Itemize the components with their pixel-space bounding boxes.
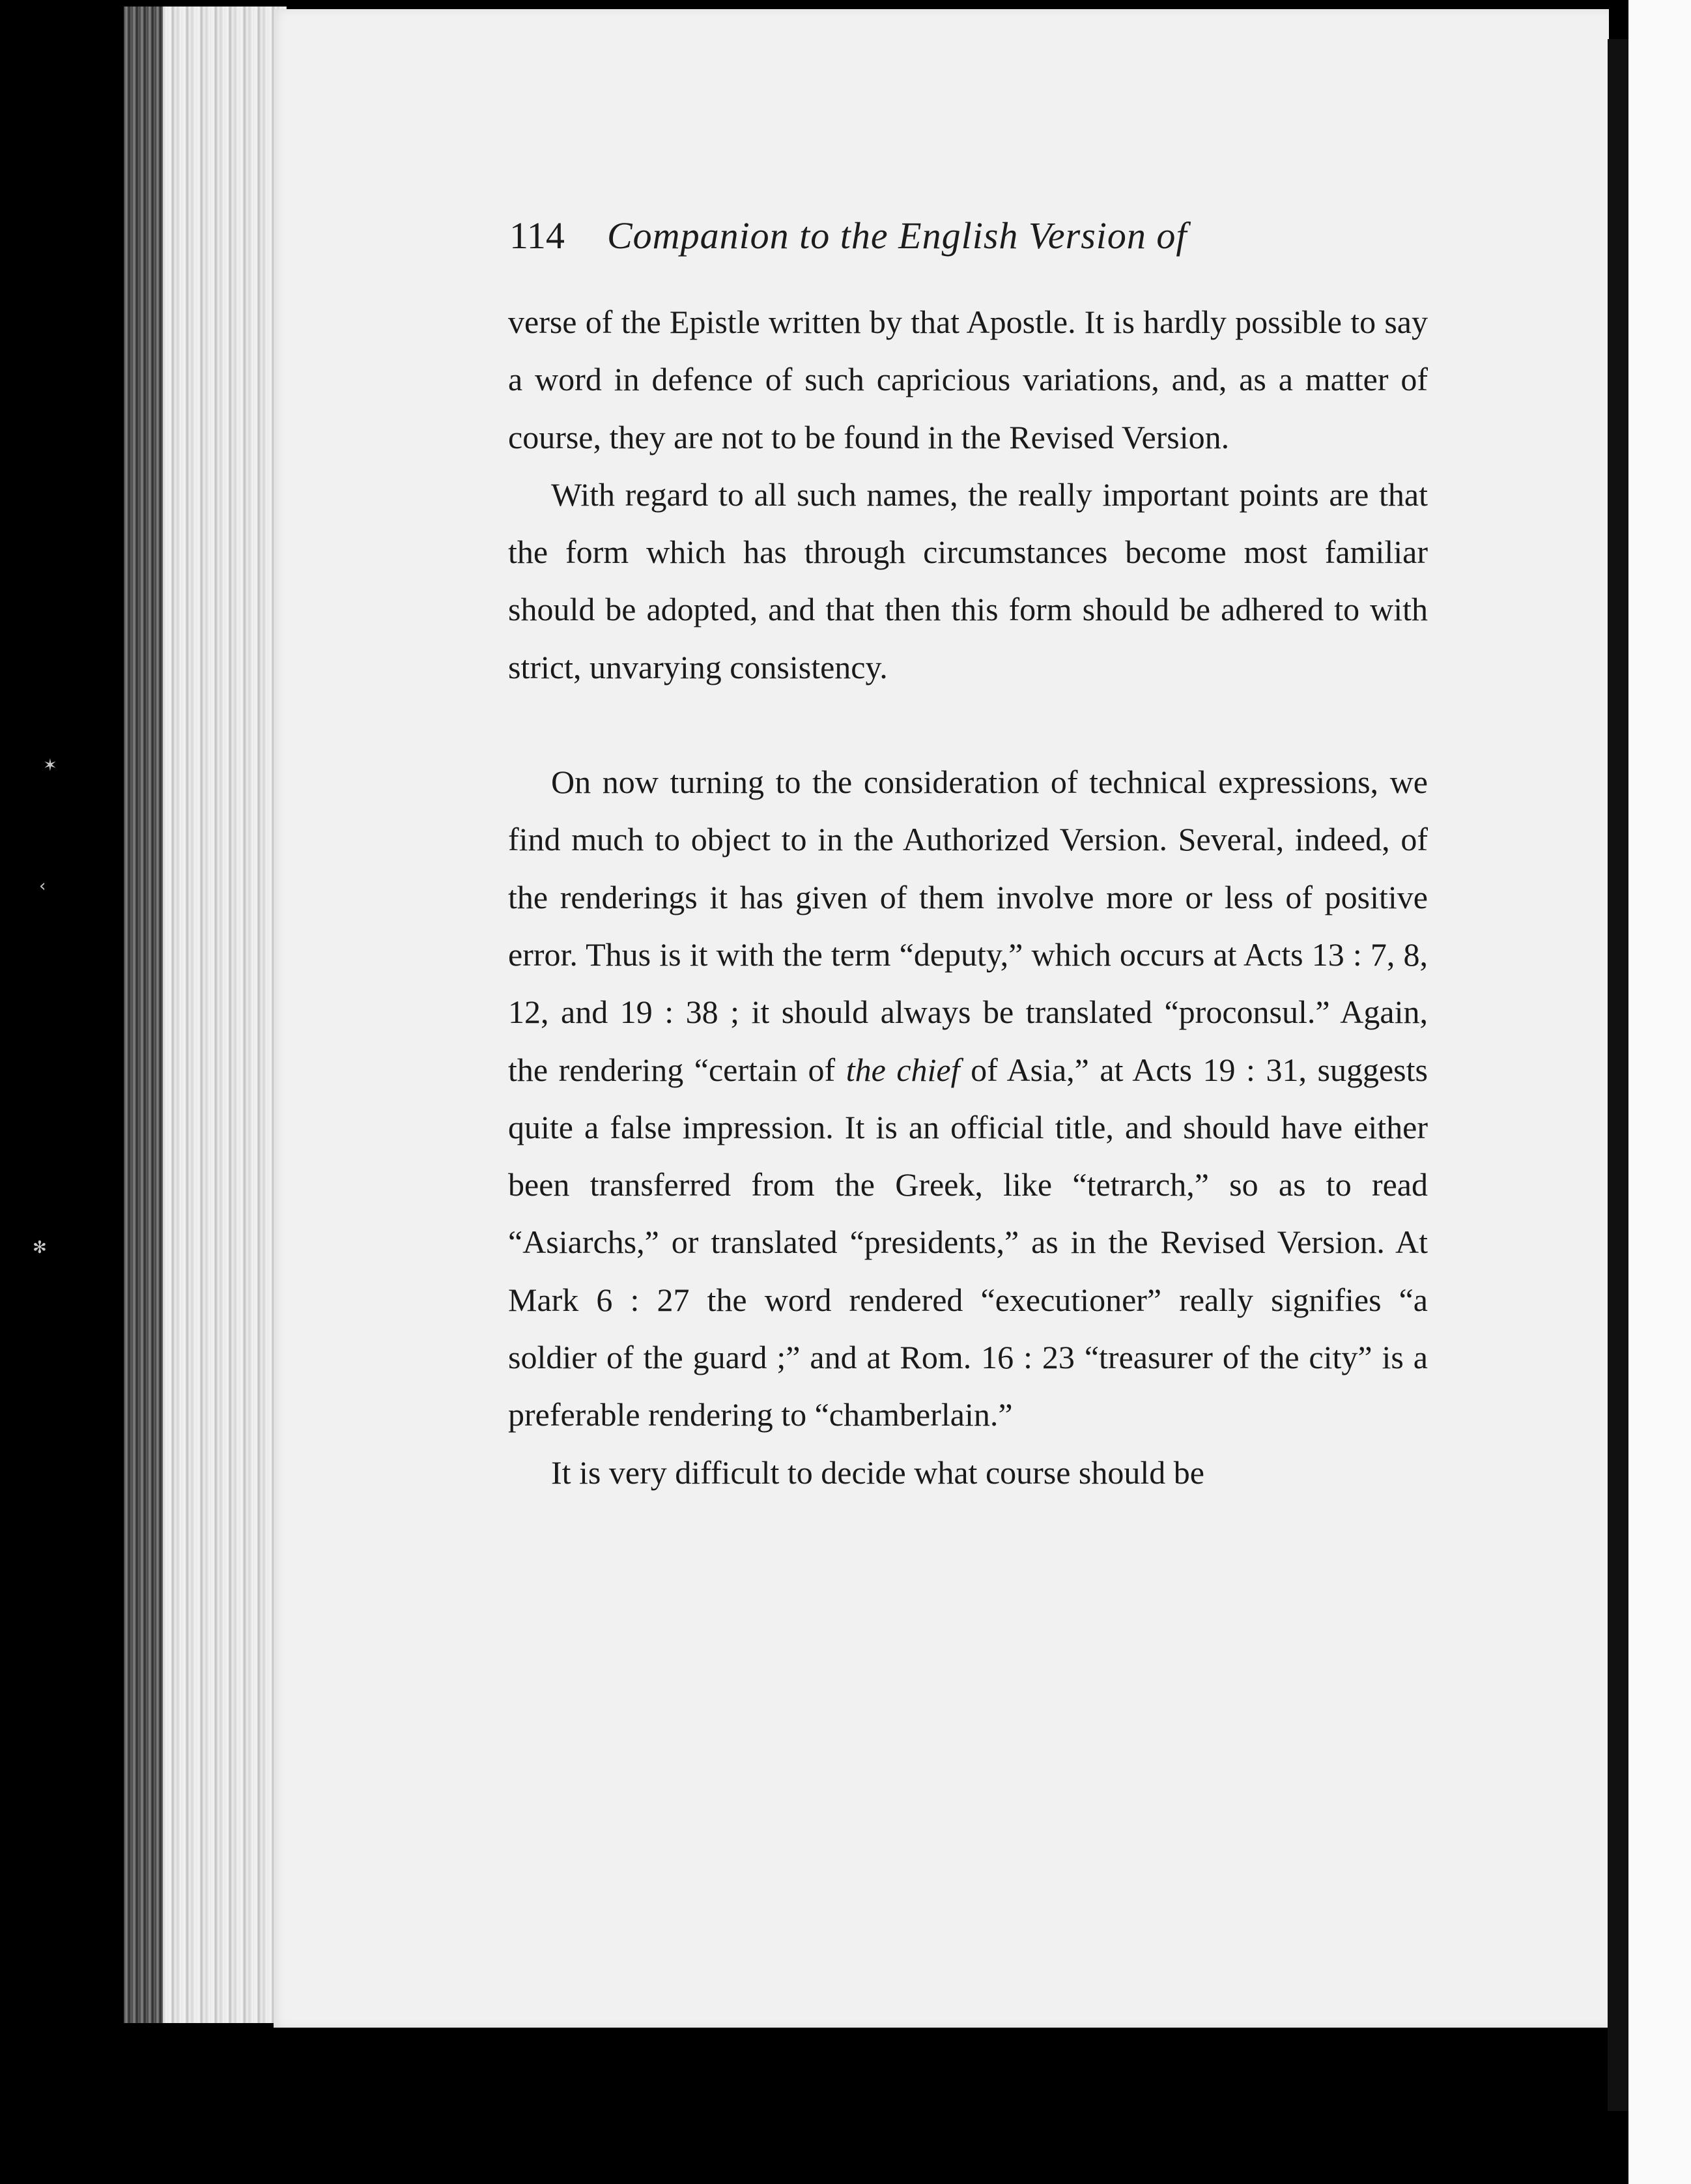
scanned-book-page: ✶ ‹ ✻ 114 Companion to the English Version of verse of the Epistle written by that Apostle. It is hardly possible to say a word in defence of such capricious variations, and, as a matter of course, they are not to be found in the Revised Version. With regard to all such names, the really important points are that the form which has through circumstances become most familiar should be adopted, and that then this form should be adhered to with strict, unvarying consistency. On now turning to the consideration of technical expressions, we find much to object to in the Authorized Version. Several, indeed, of the renderings it has given of them involve more or less of positive error. Thus is it with the term “deputy,” which occurs at Acts 13 : 7, 8, 12, and 19 : 38 ; it should always be translated “proconsul.” Again, the rendering “certain of the chief of Asia,” at Acts 19 : 31, suggests quite a false impression. It is an official title, and should have either been transferred from the Greek, like “tetrarch,” so as to read “Asiarchs,” or translated “presidents,” as in the Revised Version. At Mark 6 : 27 the word rendered “executioner” really signifies “a soldier of the guard ;” and at Rom. 16 : 23 “treasurer of the city” is a preferable rendering to “chamberlain.” It is very difficult to decide what course should be bbox=[0, 0, 1691, 2184]
running-header bbox=[509, 214, 1304, 257]
paragraph-3-part-2: of Asia,” at Acts 19 : 31, suggests quite a false impression. It is an official title, and should have either been transferred from the Greek, like “tetrarch,” so as to read “Asiarchs,” or translated “presidents,” as in the Revised Version. At Mark 6 : 27 the word rendered “executioner” really signifies “a soldier of the guard ;” and at Rom. 16 : 23 “treasurer of the city” is a preferable rendering to “chamberlain.” bbox=[508, 1051, 1428, 1433]
paragraph-2: With regard to all such names, the really important points are that the form which has through circumstances become most familiar should be adopted, and that then this form should be adhered to with strict, unvarying consistency. bbox=[508, 476, 1428, 685]
right-margin bbox=[1628, 0, 1691, 2184]
page-number: 114 bbox=[509, 214, 565, 257]
body-text bbox=[508, 293, 1428, 1501]
paragraph-3-italic: the chief bbox=[846, 1051, 960, 1088]
running-title: Companion to the English Version of bbox=[607, 214, 1187, 257]
paragraph-3 bbox=[508, 753, 1428, 1444]
stacked-page-edges bbox=[124, 7, 287, 2023]
right-page-edge bbox=[1608, 39, 1628, 2111]
paragraph-3-part-1: On now turning to the consideration of technical expressions, we find much to object to in the Authorized Version. Several, indeed, of the renderings it has given of them involve more or less of positive error. Thus is it with the term “deputy,” which occurs at Acts 13 : 7, 8, 12, and 19 : 38 ; it should always be translated “proconsul.” Again, the rendering “certain of bbox=[508, 764, 1428, 1088]
paragraph-1: verse of the Epistle written by that Apostle. It is hardly possible to say a word in defence of such capricious variations, and, as a matter of course, they are not to be found in the Revised Version. bbox=[508, 304, 1428, 455]
paragraph-4: It is very difficult to decide what course should be bbox=[551, 1454, 1204, 1491]
